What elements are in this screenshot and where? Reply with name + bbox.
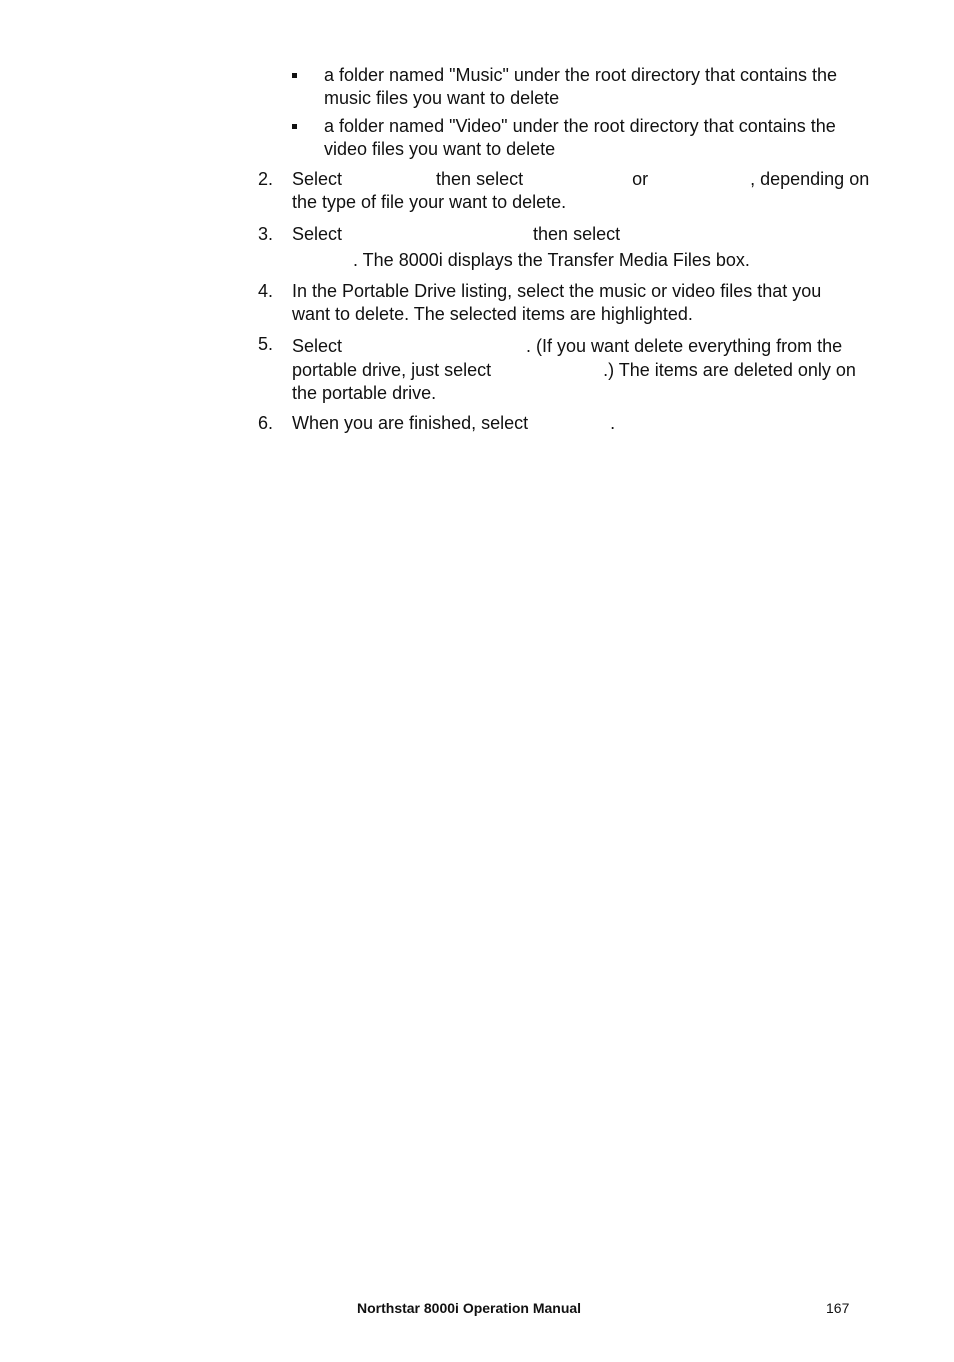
bullet-text-line: a folder named "Video" under the root directory that contains the (324, 116, 836, 136)
bullet-text-line: music files you want to delete (324, 88, 560, 108)
step-text: or (632, 169, 649, 189)
step-item (258, 168, 892, 214)
bullet-item (292, 115, 892, 161)
step-text: Select (292, 224, 343, 244)
step-text: the type of file your want to delete. (292, 192, 567, 212)
step-text: . (610, 413, 616, 433)
step-item (258, 280, 892, 326)
step-text: . The 8000i displays the Transfer Media Files box. (353, 250, 750, 270)
square-bullet-icon (292, 124, 297, 129)
square-bullet-icon (292, 73, 297, 78)
step-item (258, 333, 892, 405)
step-number: 2. (258, 169, 274, 189)
footer-title: Northstar 8000i Operation Manual (357, 1300, 582, 1316)
step-text: want to delete. The selected items are highlighted. (292, 304, 693, 324)
step-number: 6. (258, 413, 274, 433)
bullet-list (292, 64, 892, 166)
page-number: 167 (826, 1300, 850, 1316)
step-text: the portable drive. (292, 383, 437, 403)
step-number: 3. (258, 224, 274, 244)
step-item (258, 412, 892, 435)
step-text: then select (533, 224, 621, 244)
step-text: In the Portable Drive listing, select the music or video files that you (292, 281, 822, 301)
step-text: Select (292, 169, 343, 189)
bullet-text-line: a folder named "Music" under the root directory that contains the (324, 65, 838, 85)
step-number: 5. (258, 334, 274, 354)
step-text: .) The items are deleted only on (603, 360, 856, 380)
bullet-item (292, 64, 892, 110)
step-number: 4. (258, 281, 274, 301)
bullet-text-line: video files you want to delete (324, 139, 556, 159)
step-text: portable drive, just select (292, 360, 492, 380)
step-text: When you are finished, select (292, 413, 529, 433)
step-text: then select (436, 169, 524, 189)
step-text: , depending on (750, 169, 870, 189)
step-text: Select (292, 336, 343, 356)
step-item (258, 221, 892, 273)
step-list (258, 168, 892, 442)
step-text: . (If you want delete everything from the (526, 336, 843, 356)
